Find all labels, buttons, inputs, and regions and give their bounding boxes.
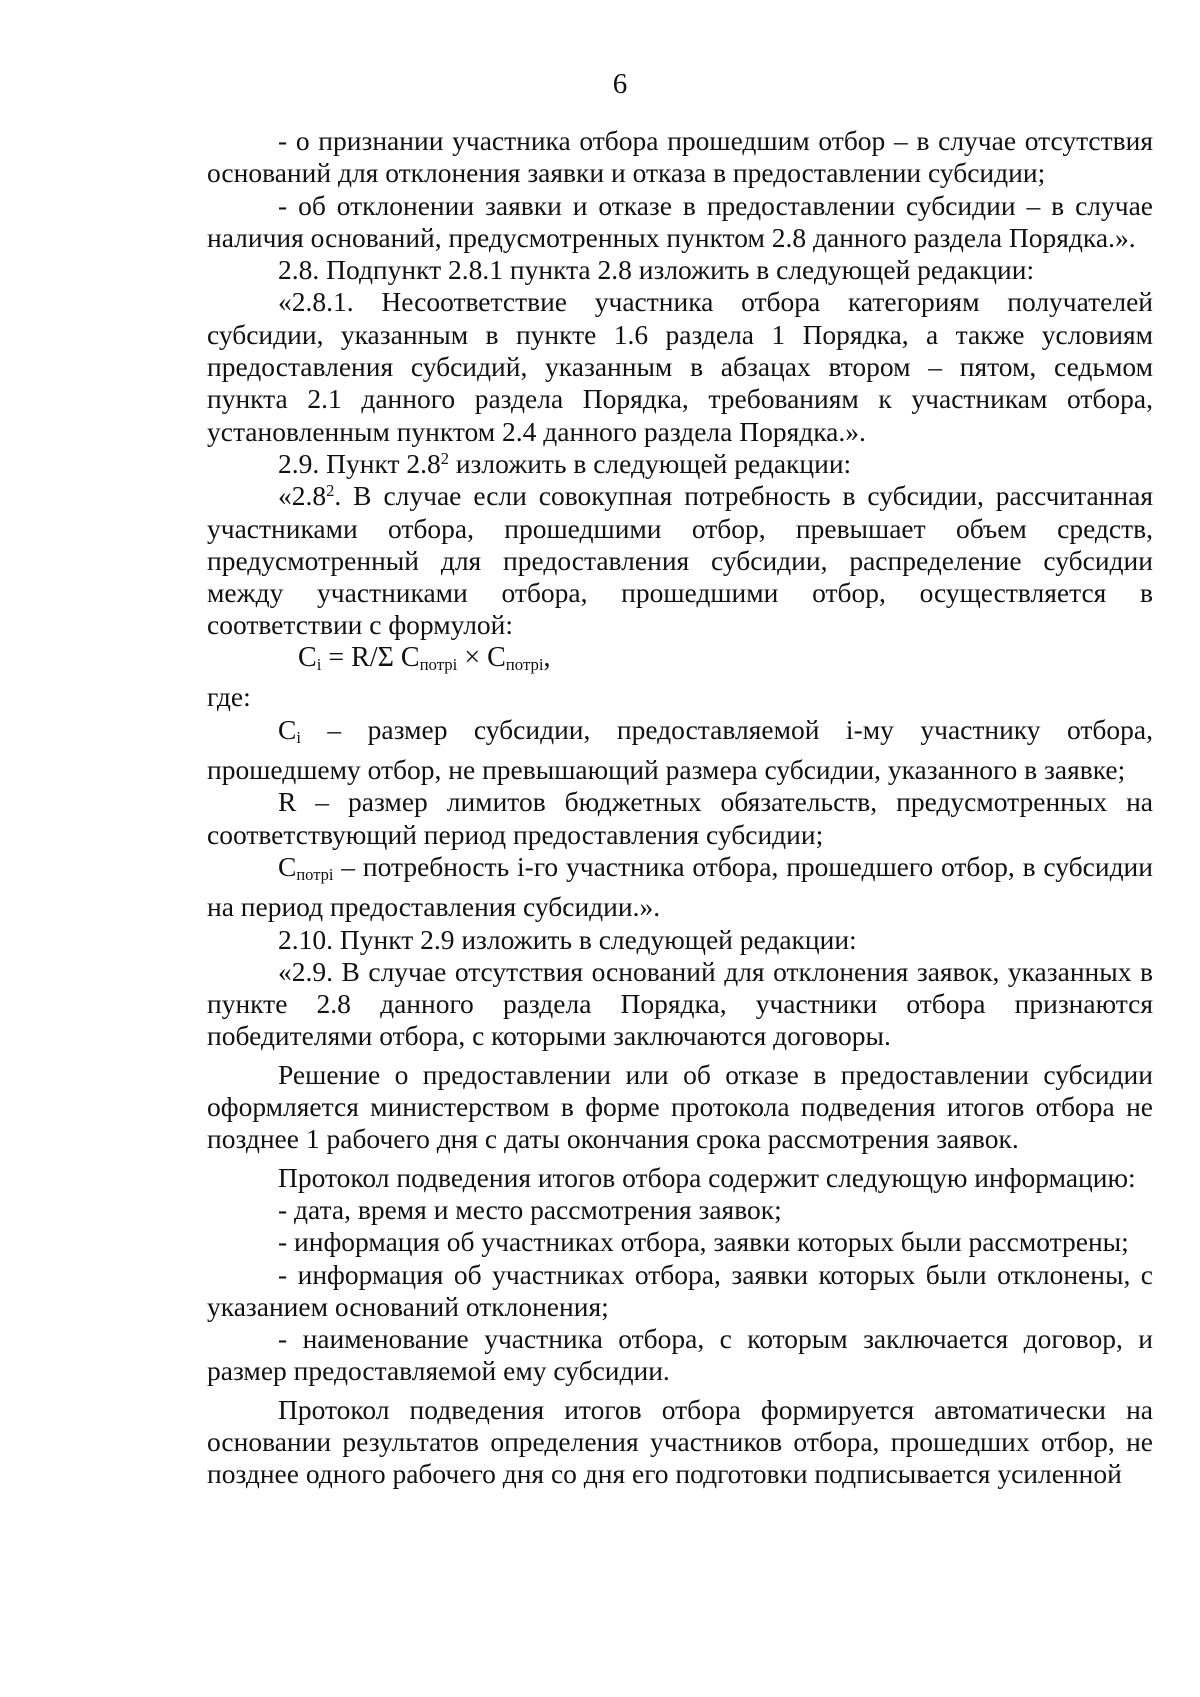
- paragraph: Протокол подведения итогов отбора формируется автоматически на основании результатов определения участников отбора, прошедших отбор, не позднее одного рабочего дня со дня его подготовки подписывается усиленной: [207, 1393, 1153, 1490]
- formula-part: ,: [543, 641, 551, 673]
- list-item: - информация об участниках отбора, заявки которых были рассмотрены;: [278, 1226, 1129, 1258]
- list-item: - дата, время и место рассмотрения заявок;: [278, 1193, 782, 1225]
- document-body: [207, 125, 1153, 1491]
- formula-subscript: потрi: [419, 654, 458, 674]
- paragraph: 2.8. Подпункт 2.8.1 пункта 2.8 изложить в следующей редакции:: [278, 254, 1035, 286]
- paragraph: «2.9. В случае отсутствия оснований для отклонения заявок, указанных в пункте 2.8 данного раздела Порядка, участники отбора признаются победителями отбора, с которыми заключаются договоры.: [207, 955, 1153, 1052]
- definition-ci: [207, 714, 1153, 787]
- definition-text: – потребность i-го участника отбора, прошедшего отбор, в субсидии на период предоставления субсидии.».: [207, 850, 1153, 923]
- paragraph: [207, 448, 1153, 480]
- symbol: C: [278, 850, 297, 882]
- formula-subscript: i: [316, 654, 322, 674]
- paragraph: Протокол подведения итогов отбора содержит следующую информацию:: [278, 1161, 1136, 1193]
- list-item: - информация об участниках отбора, заявки которых были отклонены, с указанием оснований отклонения;: [207, 1258, 1153, 1322]
- paragraph: 2.10. Пункт 2.9 изложить в следующей редакции:: [278, 923, 857, 955]
- where-label: где:: [207, 681, 251, 713]
- paragraph: - об отклонении заявки и отказе в предоставлении субсидии – в случае наличия оснований, предусмотренных пунктом 2.8 данного раздела Порядка.».: [207, 189, 1153, 253]
- definition-cpotr: [207, 851, 1153, 924]
- formula-part: = R/Σ C: [321, 641, 420, 673]
- text-run: . В случае если совокупная потребность в субсидии, рассчитанная участниками отбора, прошедшими отбор, превышает объем средств, предусмотренный для предоставления субсидии, распределение субсидии между участниками отбора, прошедшими отбор, осуществляется в соответствии с формулой:: [207, 480, 1153, 641]
- formula-lhs: C: [298, 641, 317, 673]
- text-run: 2.9. Пункт 2.8: [278, 447, 441, 479]
- paragraph: - о признании участника отбора прошедшим отбор – в случае отсутствия оснований для отклонения заявки и отказа в предоставлении субсидии;: [207, 125, 1153, 189]
- text-run: «2.8: [278, 480, 327, 512]
- symbol-subscript: i: [296, 727, 301, 747]
- formula-subscript: потрi: [505, 654, 544, 674]
- superscript: 2: [440, 448, 449, 468]
- symbol-subscript: потрi: [296, 864, 334, 884]
- paragraph: [207, 480, 1153, 641]
- formula: [207, 642, 1153, 681]
- paragraph: «2.8.1. Несоответствие участника отбора категориям получателей субсидии, указанным в пункте 1.6 раздела 1 Порядка, а также условиям предоставления субсидий, указанным в абзацах втором – пятом, седьмом пункта 2.1 данного раздела Порядка, требованиям к участникам отбора, установленным пунктом 2.4 данного раздела Порядка.».: [207, 286, 1153, 447]
- symbol: C: [278, 713, 297, 745]
- page-number: 6: [612, 68, 628, 100]
- text-run: изложить в следующей редакции:: [448, 447, 852, 479]
- superscript: 2: [326, 481, 335, 501]
- list-item: - наименование участника отбора, с которым заключается договор, и размер предоставляемой ему субсидии.: [207, 1323, 1153, 1387]
- definition-text: – размер субсидии, предоставляемой i-му участнику отбора, прошедшему отбор, не превышающий размера субсидии, указанного в заявке;: [207, 713, 1153, 785]
- definition-r: R – размер лимитов бюджетных обязательств, предусмотренных на соответствующий период предоставления субсидии;: [207, 786, 1153, 850]
- paragraph: Решение о предоставлении или об отказе в предоставлении субсидии оформляется министерством в форме протокола подведения итогов отбора не позднее 1 рабочего дня с даты окончания срока рассмотрения заявок.: [207, 1058, 1153, 1155]
- formula-part: × C: [457, 641, 506, 673]
